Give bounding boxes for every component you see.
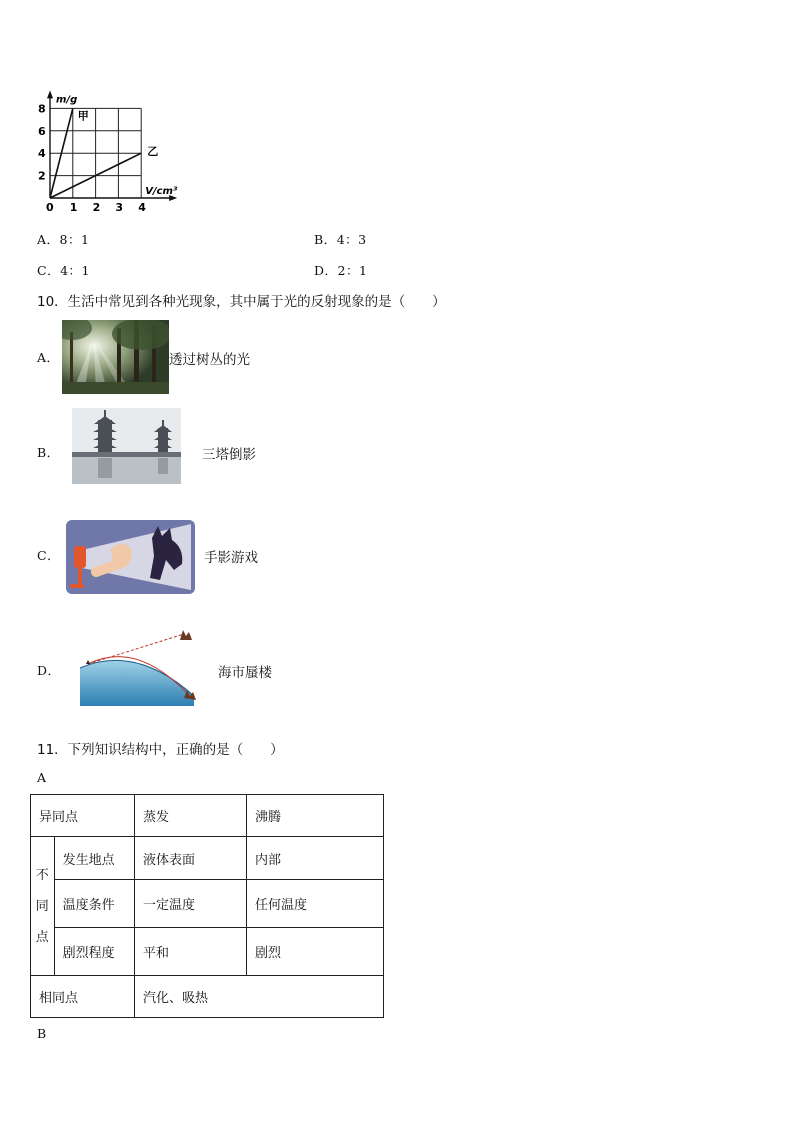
table-cell: 汽化、吸热 xyxy=(135,976,384,1018)
table-cell: 平和 xyxy=(135,928,247,976)
q9-option-b[interactable] xyxy=(314,230,367,248)
option-letter: B． xyxy=(314,232,337,247)
knowledge-table xyxy=(30,794,384,1018)
q9-option-a[interactable] xyxy=(37,230,89,248)
option-letter: A． xyxy=(37,232,60,247)
table-cell: 发生地点 xyxy=(54,837,134,880)
diff-label-char: 不 xyxy=(35,867,49,883)
q11-option-b-label[interactable]: B xyxy=(37,1026,47,1041)
table-header-cell: 沸腾 xyxy=(247,795,384,837)
x-tick-label: 1 xyxy=(69,201,78,214)
forest-light-image xyxy=(62,320,169,394)
x-tick-label: 2 xyxy=(92,201,101,214)
q10-option-c-letter[interactable]: C． xyxy=(37,548,61,563)
option-text: 4：1 xyxy=(60,263,90,278)
table-cell: 温度条件 xyxy=(54,880,134,928)
q10-option-a-caption: 透过树丛的光 xyxy=(169,352,250,368)
hand-shadow-image xyxy=(66,520,195,594)
table-cell: 一定温度 xyxy=(135,880,247,928)
option-text: 2：1 xyxy=(337,263,368,278)
x-tick-label: 0 xyxy=(46,201,54,214)
table-header-cell: 蒸发 xyxy=(135,795,247,837)
series-label: 甲 xyxy=(77,109,89,123)
q11-stem: 11．下列知识结构中，正确的是（ ） xyxy=(37,742,284,758)
option-letter: C． xyxy=(37,263,61,278)
table-cell: 内部 xyxy=(247,837,384,880)
table-header-cell: 异同点 xyxy=(31,795,135,837)
diff-label-char: 同 xyxy=(35,898,49,914)
y-axis-label: m/g xyxy=(56,94,78,106)
table-cell: 相同点 xyxy=(31,976,135,1018)
x-tick-label: 3 xyxy=(115,201,124,214)
diff-label-cell xyxy=(31,837,55,976)
q10-option-c-caption: 手影游戏 xyxy=(204,550,258,566)
q9-option-c[interactable] xyxy=(37,261,90,279)
q10-option-d-letter[interactable]: D． xyxy=(37,663,61,678)
diff-label-char: 点 xyxy=(35,929,49,945)
q10-stem: 10．生活中常见到各种光现象，其中属于光的反射现象的是（ ） xyxy=(37,294,446,310)
mirage-image xyxy=(76,626,201,708)
pagoda-reflection-image xyxy=(72,408,181,484)
q10-option-d-caption: 海市蜃楼 xyxy=(218,665,272,681)
option-text: 8：1 xyxy=(59,232,90,247)
x-tick-label: 4 xyxy=(138,201,146,214)
option-letter: D． xyxy=(314,263,338,278)
mass-volume-chart xyxy=(30,80,190,220)
y-axis-arrow xyxy=(47,90,53,98)
table-cell: 剧烈程度 xyxy=(54,928,134,976)
table-cell: 剧烈 xyxy=(247,928,384,976)
chart-grid xyxy=(50,108,141,198)
table-cell: 任何温度 xyxy=(247,880,384,928)
table-cell: 液体表面 xyxy=(135,837,247,880)
q10-option-b-caption: 三塔倒影 xyxy=(202,447,256,463)
y-tick-label: 6 xyxy=(38,124,46,138)
option-text: 4：3 xyxy=(336,232,367,247)
q9-option-d[interactable] xyxy=(314,261,367,279)
y-tick-label: 8 xyxy=(38,102,46,116)
y-tick-label: 4 xyxy=(38,147,46,161)
chart-labels xyxy=(38,94,178,214)
q11-option-a-label[interactable]: A xyxy=(37,770,47,785)
y-tick-label: 2 xyxy=(38,169,46,183)
x-axis-label: V/cm³ xyxy=(145,186,178,197)
q10-option-a-letter[interactable]: A． xyxy=(37,350,60,365)
q10-option-b-letter[interactable]: B． xyxy=(37,445,60,460)
series-label: 乙 xyxy=(147,145,159,159)
